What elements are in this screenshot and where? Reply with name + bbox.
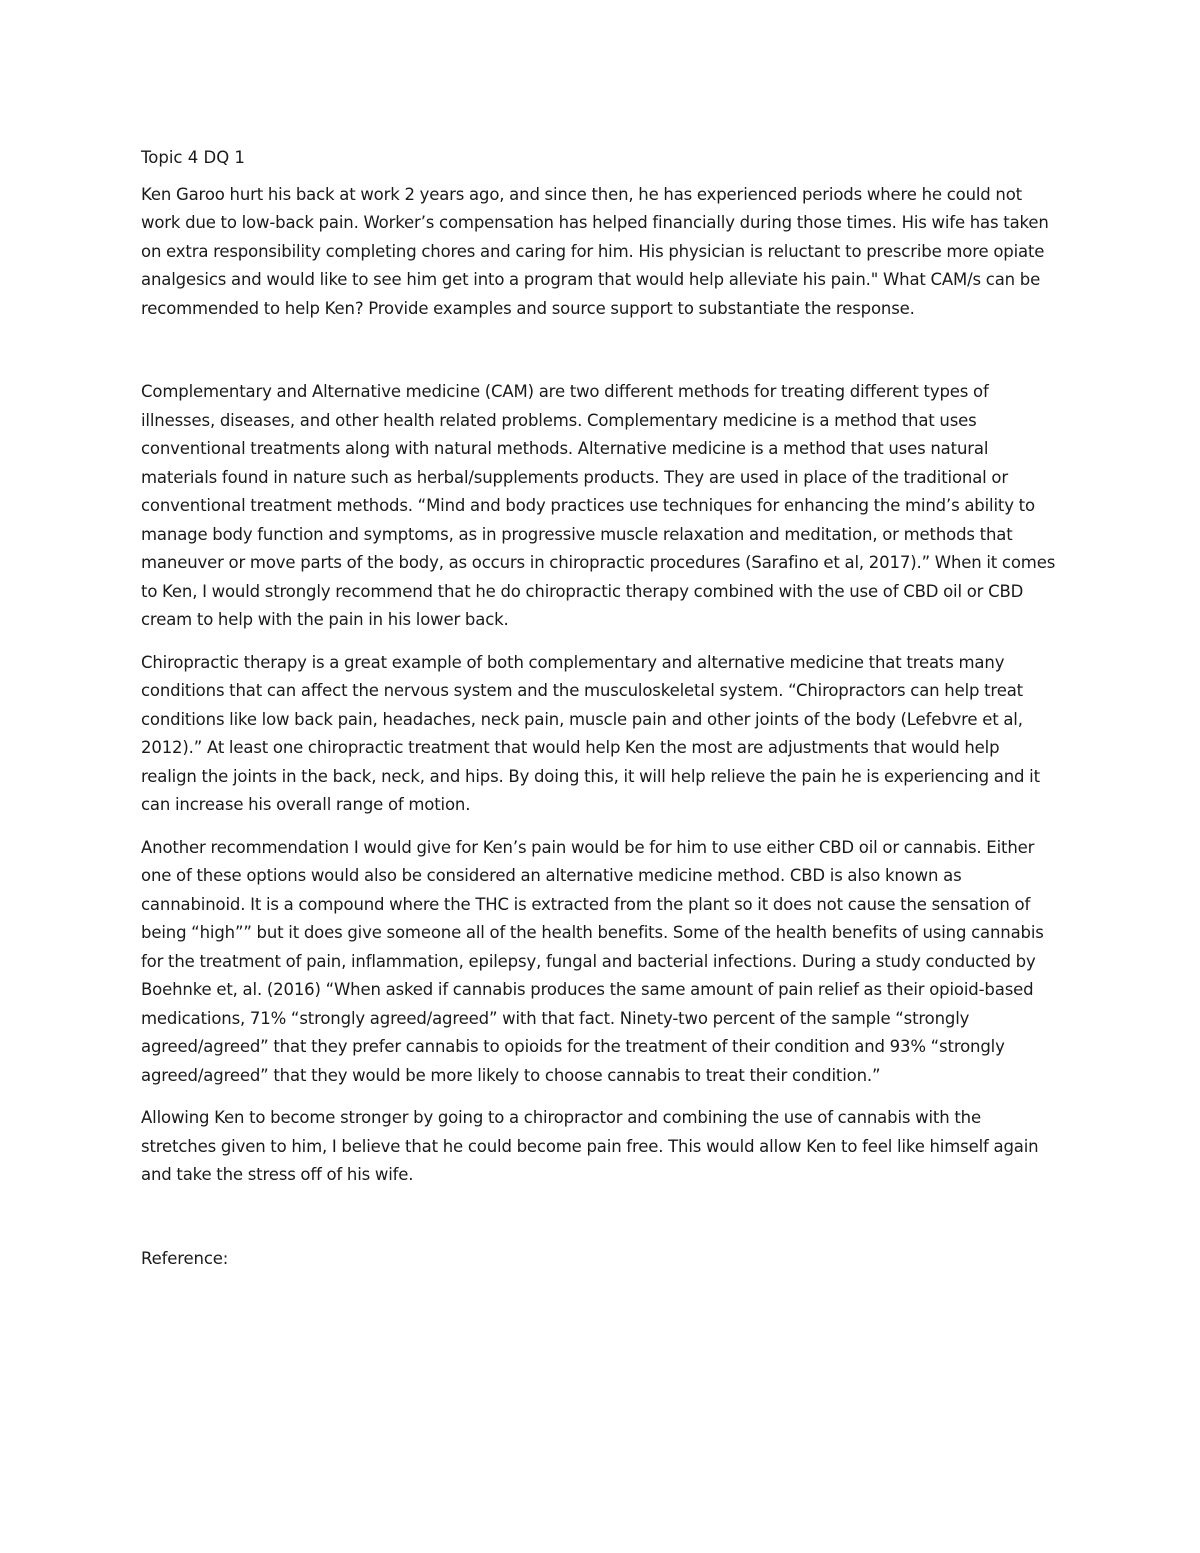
paragraph-cbd-cannabis: Another recommendation I would give for Ken’s pain would be for him to use either CBD oil or cannabis. Either one of these options would also be considered an alternative medicine method. CBD is also known as cannabinoid. It is a compound where the THC is extracted from the plant so it does not cause the sensation of being “high”” but it does give someone all of the health benefits. Some of the health benefits of using cannabis for the treatment of pain, inflammation, epilepsy, fungal and bacterial infections. During a study conducted by Boehnke et, al. (2016) “When asked if cannabis produces the same amount of pain relief as their opioid-based medications, 71% “strongly agreed/agreed” with that fact. Ninety-two percent of the sample “strongly agreed/agreed” that they prefer cannabis to opioids for the treatment of their condition and 93% “strongly agreed/agreed” that they would be more likely to choose cannabis to treat their condition.”: [141, 837, 1044, 1085]
paragraph-chiropractic: Chiropractic therapy is a great example of both complementary and alternative medicine that treats many conditions that can affect the nervous system and the musculoskeletal system. “Chiropractors can help treat conditions like low back pain, headaches, neck pain, muscle pain and other joints of the body (Lefebvre et al, 2012).” At least one chiropractic treatment that would help Ken the most are adjustments that would help realign the joints in the back, neck, and hips. By doing this, it will help relieve the pain he is experiencing and it can increase his overall range of motion.: [141, 652, 1040, 814]
document-body: [141, 144, 1059, 1273]
document-title: Topic 4 DQ 1: [141, 148, 245, 167]
paragraph-cam-overview: Complementary and Alternative medicine (CAM) are two different methods for treating different types of illnesses, diseases, and other health related problems. Complementary medicine is a method that uses conventional treatments along with natural methods. Alternative medicine is a method that uses natural materials found in nature such as herbal/supplements products. They are used in place of the traditional or conventional treatment methods. “Mind and body practices use techniques for enhancing the mind’s ability to manage body function and symptoms, as in progressive muscle relaxation and meditation, or methods that maneuver or move parts of the body, as occurs in chiropractic procedures (Sarafino et al, 2017).” When it comes to Ken, I would strongly recommend that he do chiropractic therapy combined with the use of CBD oil or CBD cream to help with the pain in his lower back.: [141, 382, 1056, 629]
discussion-prompt: Ken Garoo hurt his back at work 2 years ago, and since then, he has experienced periods where he could not work due to low-back pain. Worker’s compensation has helped financially during those times. His wife has taken on extra responsibility completing chores and caring for him. His physician is reluctant to prescribe more opiate analgesics and would like to see him get into a program that would help alleviate his pain." What CAM/s can be recommended to help Ken? Provide examples and source support to substantiate the response.: [141, 184, 1049, 318]
reference-heading: Reference:: [141, 1248, 229, 1268]
paragraph-conclusion: Allowing Ken to become stronger by going to a chiropractor and combining the use of cannabis with the stretches given to him, I believe that he could become pain free. This would allow Ken to feel like himself again and take the stress off of his wife.: [141, 1108, 1039, 1184]
